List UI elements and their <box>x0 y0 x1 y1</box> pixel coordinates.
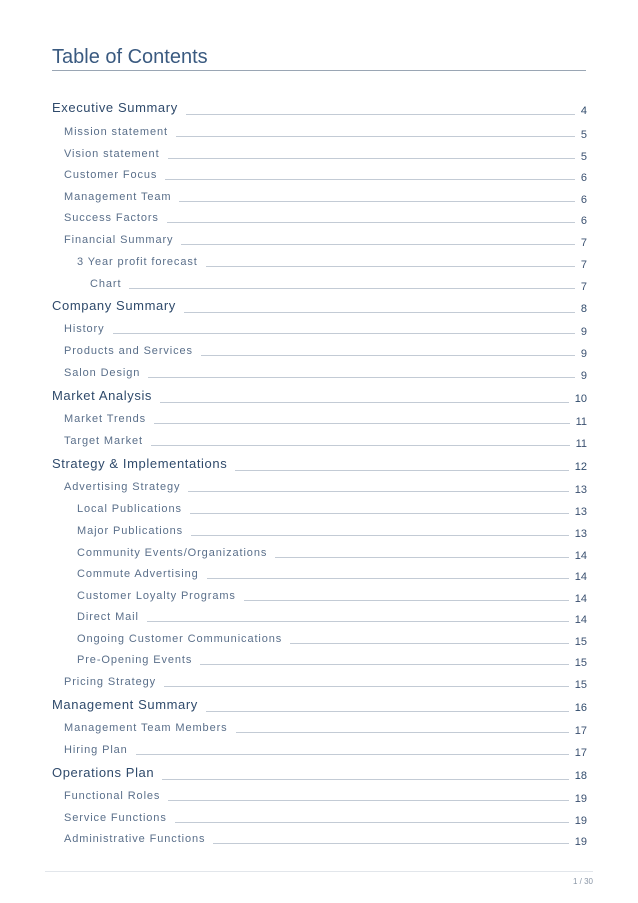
toc-entry-label: Salon Design <box>64 367 141 379</box>
toc-entry[interactable] <box>0 766 638 788</box>
toc-leader-line <box>179 201 575 202</box>
toc-leader-line <box>191 535 569 536</box>
toc-entry-page: 12 <box>574 461 587 473</box>
toc-leader-line <box>113 333 575 334</box>
toc-entry-label: Market Trends <box>64 413 147 425</box>
toc-entry[interactable] <box>0 632 638 654</box>
toc-entry[interactable] <box>0 344 638 366</box>
toc-entry-label: Vision statement <box>64 148 160 160</box>
toc-entry-label: Strategy & Implementations <box>52 456 228 471</box>
toc-entry-label: Success Factors <box>64 212 159 224</box>
toc-entry-page: 19 <box>574 815 587 827</box>
toc-entry-label: Operations Plan <box>52 765 155 780</box>
toc-leader-line <box>188 491 569 492</box>
toc-entry-page: 13 <box>574 484 587 496</box>
toc-entry[interactable] <box>0 811 638 833</box>
toc-entry-label: Company Summary <box>52 298 176 313</box>
toc-entry-label: Advertising Strategy <box>64 481 181 493</box>
page-title: Table of Contents <box>52 46 208 68</box>
toc-entry-page: 17 <box>574 725 587 737</box>
toc-leader-line <box>235 470 569 471</box>
toc-entry-label: Products and Services <box>64 345 193 357</box>
toc-entry-page: 15 <box>574 657 587 669</box>
toc-entry[interactable] <box>0 366 638 388</box>
toc-entry-page: 13 <box>574 506 587 518</box>
toc-entry[interactable] <box>0 698 638 720</box>
toc-entry[interactable] <box>0 434 638 456</box>
toc-leader-line <box>184 312 575 313</box>
toc-entry-label: Pricing Strategy <box>64 676 157 688</box>
toc-entry-page: 7 <box>580 237 587 249</box>
toc-entry-label: Service Functions <box>64 812 167 824</box>
toc-entry-label: Mission statement <box>64 126 168 138</box>
toc-leader-line <box>176 136 575 137</box>
toc-entry-page: 8 <box>580 303 587 315</box>
toc-entry[interactable] <box>0 721 638 743</box>
toc-entry-page: 11 <box>575 438 587 450</box>
toc-leader-line <box>207 578 569 579</box>
toc-entry[interactable] <box>0 322 638 344</box>
toc-entry[interactable] <box>0 457 638 479</box>
toc-entry[interactable] <box>0 832 638 854</box>
toc-entry[interactable] <box>0 147 638 169</box>
toc-entry[interactable] <box>0 277 638 299</box>
toc-leader-line <box>164 686 569 687</box>
toc-leader-line <box>162 779 569 780</box>
footer-divider <box>45 871 593 872</box>
toc-entry[interactable] <box>0 502 638 524</box>
toc-entry-page: 4 <box>580 105 587 117</box>
toc-leader-line <box>186 114 575 115</box>
toc-entry-label: Commute Advertising <box>77 568 199 580</box>
toc-entry-page: 11 <box>575 416 587 428</box>
toc-entry-label: Customer Loyalty Programs <box>77 590 236 602</box>
toc-leader-line <box>206 266 575 267</box>
toc-entry[interactable] <box>0 125 638 147</box>
toc-entry-page: 15 <box>574 679 587 691</box>
toc-leader-line <box>154 423 570 424</box>
toc-entry-page: 15 <box>574 636 587 648</box>
toc-entry-label: Target Market <box>64 435 143 447</box>
toc-entry-page: 10 <box>574 393 587 405</box>
toc-entry-label: Community Events/Organizations <box>77 547 268 559</box>
toc-leader-line <box>175 822 569 823</box>
toc-leader-line <box>290 643 569 644</box>
toc-leader-line <box>181 244 575 245</box>
toc-entry[interactable] <box>0 255 638 277</box>
toc-entry[interactable] <box>0 389 638 411</box>
toc-entry-page: 7 <box>580 281 587 293</box>
toc-entry-page: 9 <box>580 348 587 360</box>
toc-entry-page: 18 <box>574 770 587 782</box>
toc-entry-page: 13 <box>574 528 587 540</box>
toc-entry-label: Ongoing Customer Communications <box>77 633 283 645</box>
toc-entry[interactable] <box>0 168 638 190</box>
toc-entry[interactable] <box>0 653 638 675</box>
toc-entry-page: 7 <box>580 259 587 271</box>
toc-entry[interactable] <box>0 211 638 233</box>
toc-entry-page: 9 <box>580 370 587 382</box>
toc-entry[interactable] <box>0 567 638 589</box>
toc-entry-page: 9 <box>580 326 587 338</box>
toc-entry-label: Financial Summary <box>64 234 174 246</box>
toc-entry[interactable] <box>0 101 638 123</box>
toc-leader-line <box>168 800 569 801</box>
toc-entry[interactable] <box>0 299 638 321</box>
toc-leader-line <box>244 600 569 601</box>
toc-entry[interactable] <box>0 743 638 765</box>
toc-entry-label: Administrative Functions <box>64 833 206 845</box>
toc-entry-label: Major Publications <box>77 525 184 537</box>
toc-leader-line <box>236 732 569 733</box>
toc-entry-page: 5 <box>580 151 587 163</box>
toc-entry-page: 6 <box>580 215 587 227</box>
toc-leader-line <box>160 402 569 403</box>
toc-entry-label: Local Publications <box>77 503 182 515</box>
toc-entry-label: Chart <box>90 278 122 290</box>
toc-leader-line <box>129 288 575 289</box>
toc-entry-label: Executive Summary <box>52 100 178 115</box>
toc-entry-label: Hiring Plan <box>64 744 128 756</box>
toc-entry[interactable] <box>0 546 638 568</box>
toc-leader-line <box>148 377 575 378</box>
toc-entry-page: 17 <box>574 747 587 759</box>
toc-entry[interactable] <box>0 412 638 434</box>
toc-leader-line <box>190 513 569 514</box>
toc-leader-line <box>136 754 569 755</box>
toc-entry-page: 14 <box>574 571 587 583</box>
toc-leader-line <box>167 222 575 223</box>
toc-entry[interactable] <box>0 524 638 546</box>
toc-leader-line <box>200 664 569 665</box>
toc-entry-page: 14 <box>574 614 587 626</box>
toc-entry[interactable] <box>0 789 638 811</box>
toc-leader-line <box>206 711 569 712</box>
toc-entry[interactable] <box>0 480 638 502</box>
toc-entry-label: Management Team Members <box>64 722 228 734</box>
toc-leader-line <box>275 557 569 558</box>
toc-entry[interactable] <box>0 233 638 255</box>
toc-entry-label: Market Analysis <box>52 388 153 403</box>
toc-entry-label: Pre-Opening Events <box>77 654 193 666</box>
toc-entry[interactable] <box>0 190 638 212</box>
toc-leader-line <box>165 179 575 180</box>
toc-leader-line <box>201 355 575 356</box>
toc-entry-page: 16 <box>574 702 587 714</box>
toc-entry-label: 3 Year profit forecast <box>77 256 198 268</box>
toc-entry-page: 5 <box>580 129 587 141</box>
toc-entry-label: Customer Focus <box>64 169 158 181</box>
toc-leader-line <box>213 843 569 844</box>
toc-entry[interactable] <box>0 610 638 632</box>
toc-entry-page: 6 <box>580 194 587 206</box>
toc-entry-label: History <box>64 323 105 335</box>
toc-entry[interactable] <box>0 589 638 611</box>
toc-entry-label: Management Summary <box>52 697 198 712</box>
footer-page-number: 1 / 30 <box>572 877 593 886</box>
toc-entry-label: Direct Mail <box>77 611 139 623</box>
toc-entry-label: Management Team <box>64 191 172 203</box>
toc-entry-page: 19 <box>574 793 587 805</box>
toc-leader-line <box>168 158 575 159</box>
toc-leader-line <box>147 621 569 622</box>
toc-entry-page: 14 <box>574 550 587 562</box>
toc-entry-page: 6 <box>580 172 587 184</box>
toc-leader-line <box>151 445 570 446</box>
toc-entry-page: 19 <box>574 836 587 848</box>
toc-entry-page: 14 <box>574 593 587 605</box>
toc-entry[interactable] <box>0 675 638 697</box>
toc-entry-label: Functional Roles <box>64 790 161 802</box>
